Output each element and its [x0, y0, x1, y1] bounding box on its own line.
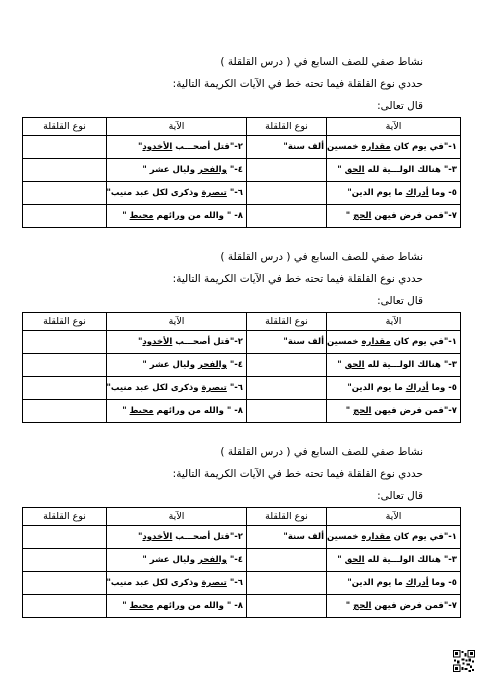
verse-cell [327, 182, 461, 205]
worksheet-intro: قال تعالى: [377, 100, 423, 112]
worksheet-title: نشاط صفي للصف السابع في ( درس القلقلة ) [220, 56, 423, 68]
header-verse: الآية [107, 313, 247, 331]
verse-cell [107, 159, 247, 182]
verse-text: " [337, 165, 345, 175]
verse-text: " [122, 601, 130, 611]
verse-text: ٥- وما [428, 383, 457, 393]
verse-text: خمسين ألف سنة" [283, 142, 362, 152]
verse-text: " [345, 406, 354, 416]
table-row [23, 331, 461, 354]
verse-cell [283, 331, 461, 354]
header-verse: الآية [327, 508, 461, 526]
underlined-word: والفجر [197, 360, 227, 370]
verses-table [22, 507, 461, 618]
answer-cell[interactable] [247, 595, 327, 618]
verse-text: ما يوم الدين" [347, 578, 406, 588]
answer-cell[interactable] [247, 159, 327, 182]
underlined-word: محيط [129, 601, 154, 611]
verse-cell [107, 595, 247, 618]
verse-text: ٢-"قتل أصحـــب [172, 532, 243, 542]
verse-text: ٤-" [226, 165, 243, 175]
verse-text: " [345, 211, 354, 221]
underlined-word: الأخدود [142, 532, 173, 542]
underlined-word: محيط [129, 406, 154, 416]
answer-cell[interactable] [247, 400, 327, 423]
header-verse: الآية [327, 118, 461, 136]
verse-cell [327, 377, 461, 400]
verses-table [22, 117, 461, 228]
verse-text: ١-"في يوم كان [390, 142, 457, 152]
underlined-word: تبصرة [201, 383, 227, 393]
verse-text: ١-"في يوم كان [390, 532, 457, 542]
underlined-word: الحق [344, 360, 365, 370]
table-header-row [23, 118, 461, 136]
verse-cell [107, 354, 247, 377]
underlined-word: الحج [353, 601, 372, 611]
answer-cell[interactable] [23, 136, 107, 159]
underlined-word: والفجر [197, 165, 227, 175]
verse-cell [327, 549, 461, 572]
underlined-word: أدراك [405, 383, 429, 393]
verse-text: ٣-" هنالك الولـــية لله [364, 360, 457, 370]
verse-text: ٥- وما [428, 188, 457, 198]
underlined-word: الحق [344, 555, 365, 565]
verse-text: " [122, 406, 130, 416]
verse-text: " [337, 555, 345, 565]
verse-text: ما يوم الدين" [347, 383, 406, 393]
table-row [23, 182, 461, 205]
answer-cell[interactable] [247, 377, 327, 400]
verse-text: " [337, 360, 345, 370]
header-type: نوع القلقلة [23, 313, 107, 331]
verse-text: وليال عشر " [142, 360, 198, 370]
underlined-word: مقداره [361, 337, 391, 347]
underlined-word: الأخدود [142, 337, 173, 347]
answer-cell[interactable] [247, 549, 327, 572]
answer-cell[interactable] [247, 182, 327, 205]
answer-cell[interactable] [23, 159, 107, 182]
underlined-word: تبصرة [201, 578, 227, 588]
underlined-word: تبصرة [201, 188, 227, 198]
answer-cell[interactable] [23, 354, 107, 377]
verse-text: " [137, 532, 143, 542]
verse-cell [107, 377, 247, 400]
verse-cell [327, 354, 461, 377]
answer-cell[interactable] [247, 354, 327, 377]
verse-text: ٢-"قتل أصحـــب [172, 337, 243, 347]
verses-table [22, 312, 461, 423]
verse-text: وليال عشر " [142, 165, 198, 175]
verse-text: ٣-" هنالك الولـــية لله [364, 165, 457, 175]
answer-cell[interactable] [247, 205, 327, 228]
underlined-word: الحق [344, 165, 365, 175]
verse-cell [327, 572, 461, 595]
answer-cell[interactable] [23, 205, 107, 228]
answer-cell[interactable] [23, 526, 107, 549]
verse-text: ٨- " والله من ورائهم [153, 601, 243, 611]
header-type: نوع القلقلة [247, 508, 327, 526]
underlined-word: أدراك [405, 578, 429, 588]
verse-text: وذكرى لكل عبد منيب" [106, 383, 202, 393]
qr-code-icon [453, 650, 475, 672]
table-row [23, 572, 461, 595]
verse-text: ٧-"فمن فرض فيهن [371, 406, 457, 416]
verse-text: خمسين ألف سنة" [283, 337, 362, 347]
verse-text: ٣-" هنالك الولـــية لله [364, 555, 457, 565]
worksheet-intro: قال تعالى: [377, 490, 423, 502]
verse-text: ١-"في يوم كان [390, 337, 457, 347]
verse-text: ٦-" [226, 188, 243, 198]
answer-cell[interactable] [23, 331, 107, 354]
underlined-word: محيط [129, 211, 154, 221]
worksheet-title: نشاط صفي للصف السابع في ( درس القلقلة ) [220, 251, 423, 263]
verse-cell [107, 526, 247, 549]
header-type: نوع القلقلة [23, 118, 107, 136]
verse-text: ٤-" [226, 555, 243, 565]
verse-text: ٨- " والله من ورائهم [153, 211, 243, 221]
verse-text: ما يوم الدين" [347, 188, 406, 198]
verse-cell [327, 595, 461, 618]
verse-text: وذكرى لكل عبد منيب" [106, 188, 202, 198]
table-row [23, 377, 461, 400]
verse-text: ٢-"قتل أصحـــب [172, 142, 243, 152]
verse-text: " [345, 601, 354, 611]
verse-cell [283, 526, 461, 549]
worksheet-instruction: حددي نوع القلقلة فيما تحته خط في الآيات الكريمة التالية: [172, 273, 423, 285]
underlined-word: مقداره [361, 142, 391, 152]
table-row [23, 205, 461, 228]
verse-text: وذكرى لكل عبد منيب" [106, 578, 202, 588]
worksheet-instruction: حددي نوع القلقلة فيما تحته خط في الآيات الكريمة التالية: [172, 78, 423, 90]
header-type: نوع القلقلة [247, 118, 327, 136]
table-row [23, 136, 461, 159]
table-row [23, 595, 461, 618]
verse-cell [107, 400, 247, 423]
table-row [23, 354, 461, 377]
worksheet-title: نشاط صفي للصف السابع في ( درس القلقلة ) [220, 446, 423, 458]
answer-cell[interactable] [23, 377, 107, 400]
header-verse: الآية [107, 508, 247, 526]
verse-text: ٦-" [226, 383, 243, 393]
table-row [23, 549, 461, 572]
verse-cell [327, 205, 461, 228]
verse-cell [107, 549, 247, 572]
header-verse: الآية [327, 313, 461, 331]
answer-cell[interactable] [23, 400, 107, 423]
worksheet-instruction: حددي نوع القلقلة فيما تحته خط في الآيات الكريمة التالية: [172, 468, 423, 480]
verse-cell [107, 136, 247, 159]
verse-cell [107, 572, 247, 595]
answer-cell[interactable] [23, 182, 107, 205]
verse-text: ٨- " والله من ورائهم [153, 406, 243, 416]
verse-text: وليال عشر " [142, 555, 198, 565]
verse-text: ٤-" [226, 360, 243, 370]
answer-cell[interactable] [23, 595, 107, 618]
underlined-word: مقداره [361, 532, 391, 542]
table-row [23, 400, 461, 423]
header-type: نوع القلقلة [247, 313, 327, 331]
underlined-word: الحج [353, 406, 372, 416]
underlined-word: الحج [353, 211, 372, 221]
answer-cell[interactable] [23, 572, 107, 595]
verse-cell [327, 400, 461, 423]
header-type: نوع القلقلة [23, 508, 107, 526]
table-row [23, 159, 461, 182]
verse-text: " [137, 142, 143, 152]
answer-cell[interactable] [23, 549, 107, 572]
verse-cell [107, 205, 247, 228]
verse-cell [107, 182, 247, 205]
underlined-word: أدراك [405, 188, 429, 198]
underlined-word: الأخدود [142, 142, 173, 152]
verse-cell [107, 331, 247, 354]
table-header-row [23, 313, 461, 331]
answer-cell[interactable] [247, 572, 327, 595]
table-header-row [23, 508, 461, 526]
verse-text: ٧-"فمن فرض فيهن [371, 601, 457, 611]
table-row [23, 526, 461, 549]
verse-text: ٥- وما [428, 578, 457, 588]
verse-text: ٦-" [226, 578, 243, 588]
header-verse: الآية [107, 118, 247, 136]
underlined-word: والفجر [197, 555, 227, 565]
verse-cell [327, 159, 461, 182]
worksheet-intro: قال تعالى: [377, 295, 423, 307]
verse-text: " [122, 211, 130, 221]
verse-text: ٧-"فمن فرض فيهن [371, 211, 457, 221]
verse-text: خمسين ألف سنة" [283, 532, 362, 542]
verse-text: " [137, 337, 143, 347]
verse-cell [283, 136, 461, 159]
